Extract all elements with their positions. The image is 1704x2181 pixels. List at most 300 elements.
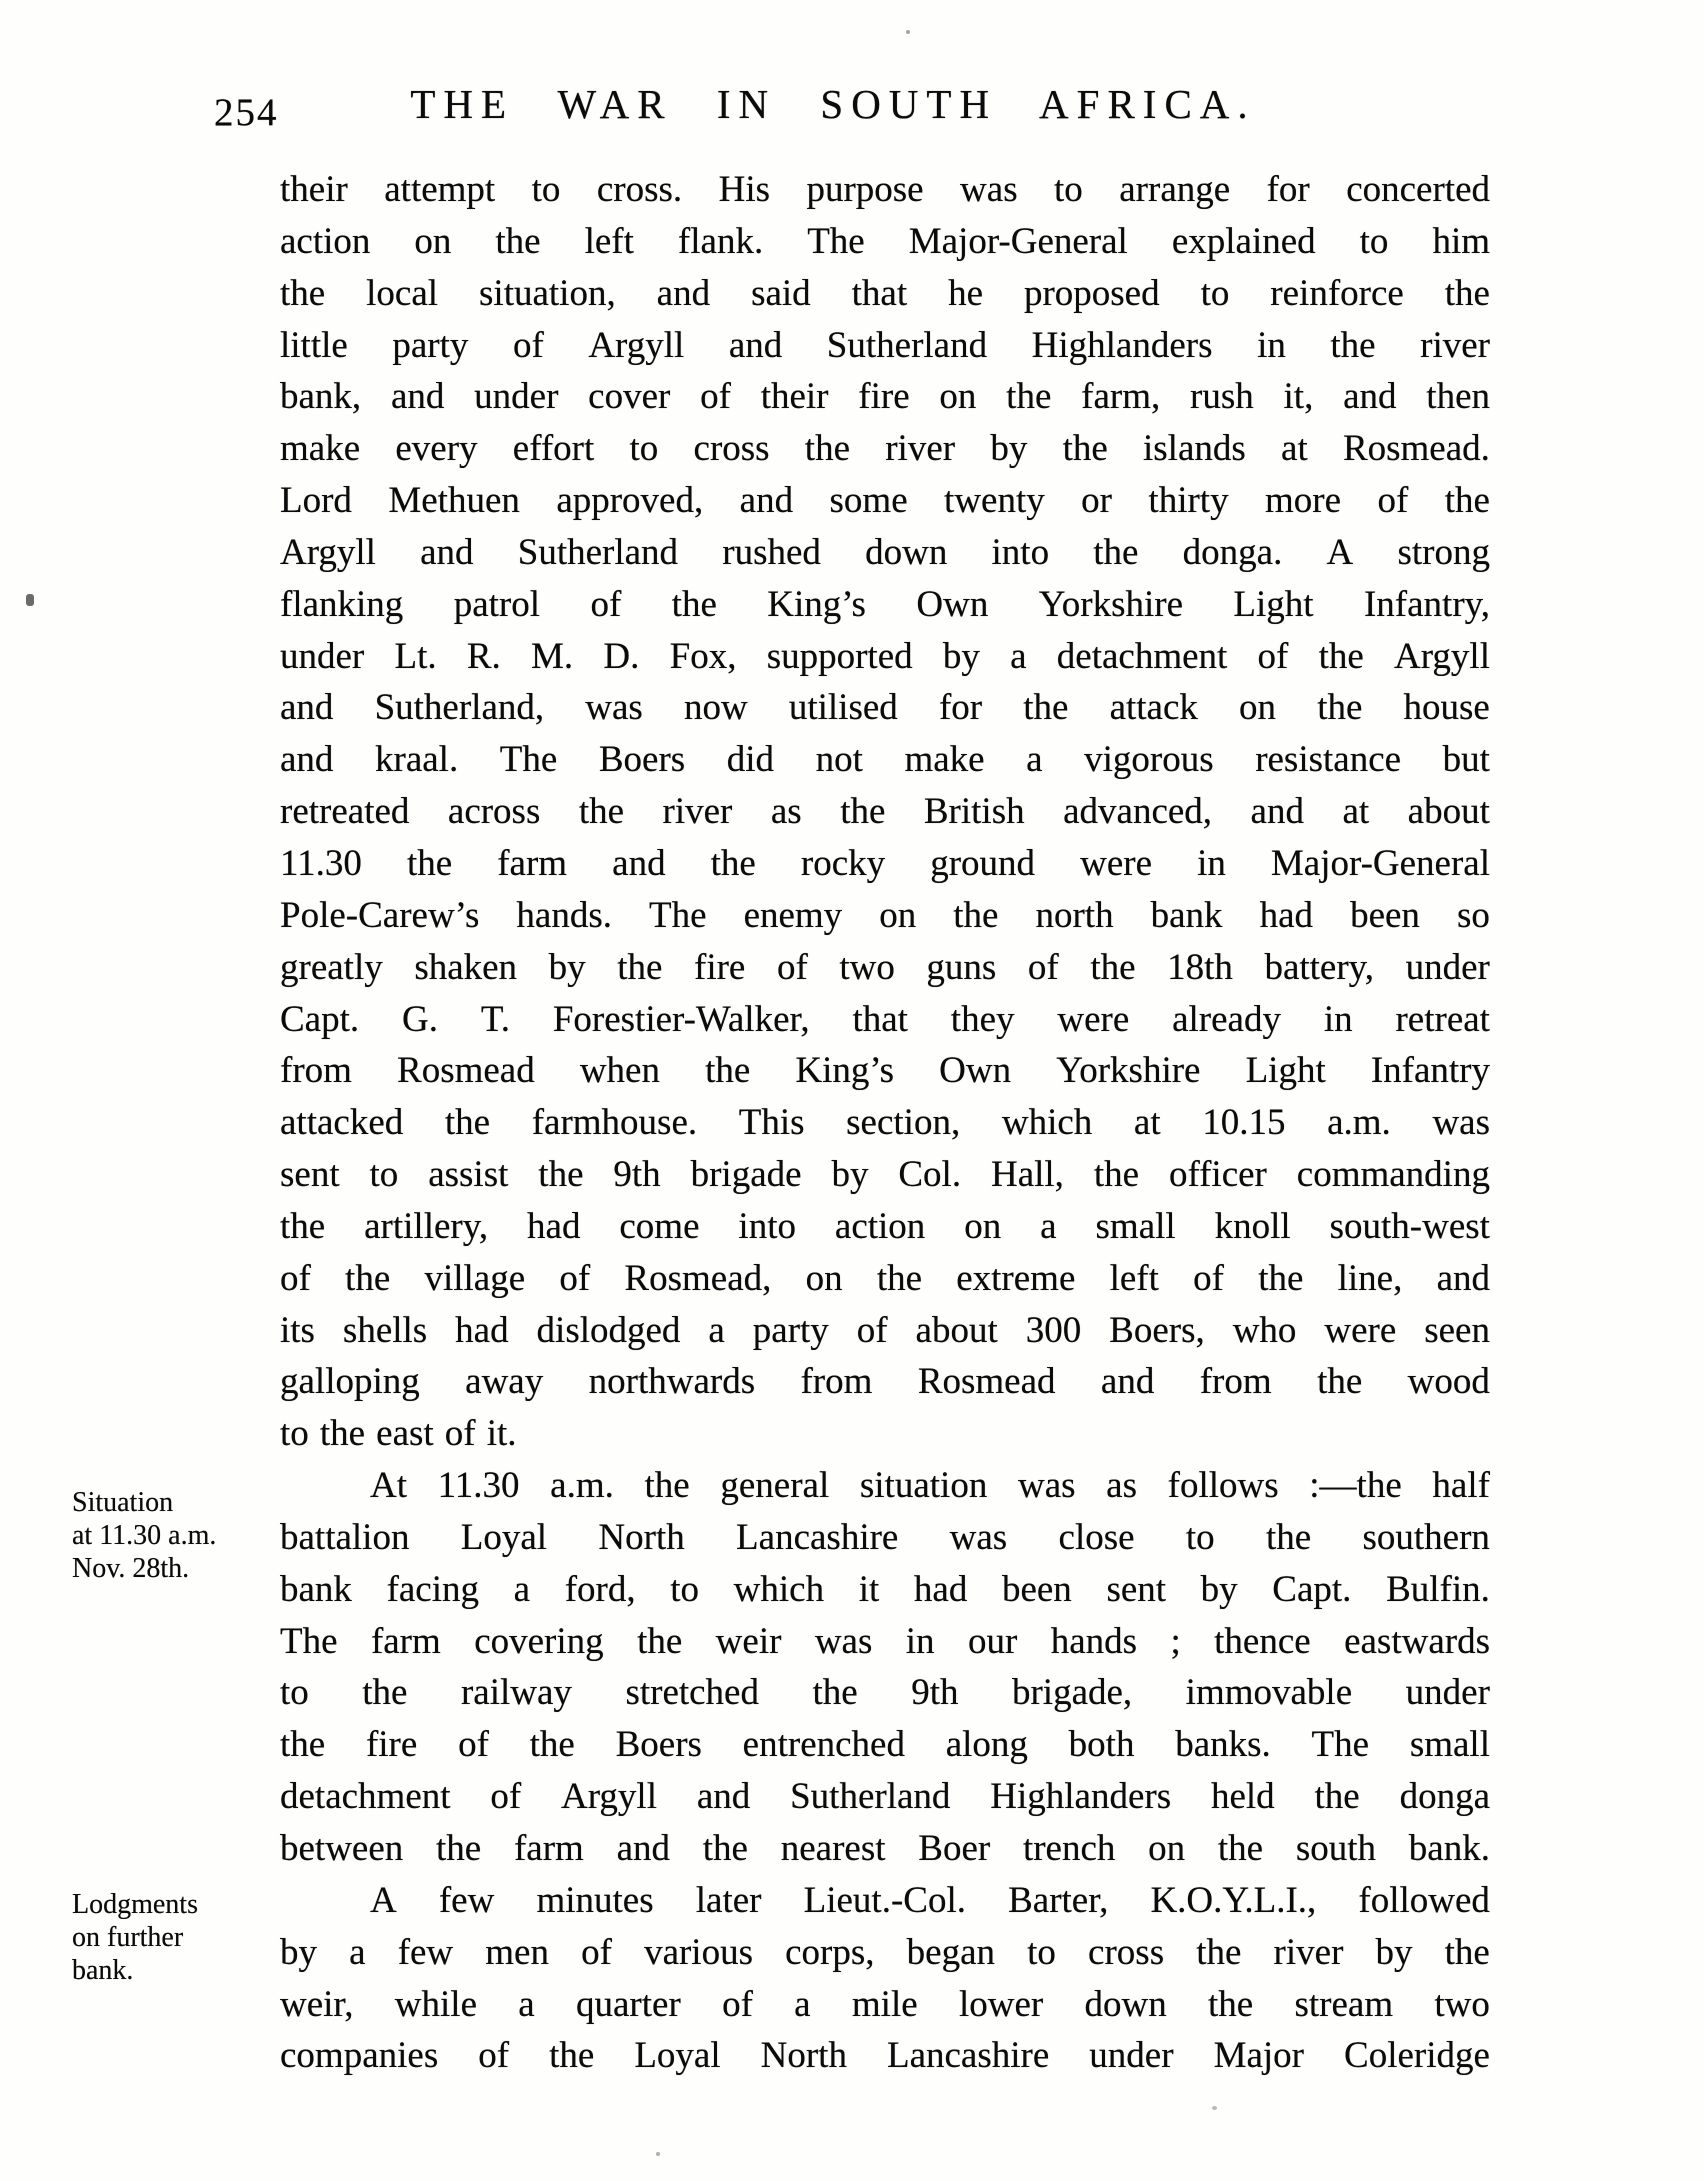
word: weir, [280, 1983, 354, 2025]
word: under [280, 635, 365, 677]
text-line [280, 1305, 1490, 1357]
word: Capt. [280, 998, 360, 1040]
word: him [1432, 220, 1490, 262]
word: party [392, 324, 469, 366]
word: 9th [911, 1672, 959, 1714]
word: of [280, 1257, 311, 1299]
word: the [444, 1102, 491, 1144]
word: corps, [785, 1931, 875, 1973]
word: was [585, 687, 643, 729]
page-title: THE WAR IN SOUTH AFRICA. [410, 81, 1256, 127]
word: battery, [1264, 946, 1375, 988]
word: donga [1399, 1776, 1490, 1818]
word: Highlanders [990, 1776, 1172, 1818]
word: from [800, 1361, 873, 1403]
word: retreated [280, 791, 410, 833]
word: cross [693, 428, 770, 470]
margin-note-line: at 11.30 a.m. [72, 1520, 217, 1551]
word: already [1172, 998, 1281, 1040]
word: had [527, 1205, 581, 1247]
word: wood [1407, 1361, 1490, 1403]
word: between [280, 1828, 404, 1869]
word: situation, [479, 272, 616, 314]
word: farm [497, 842, 568, 884]
word: their [280, 169, 348, 210]
word: the [280, 1724, 326, 1766]
word: K.O.Y.L.I., [1150, 1879, 1317, 1921]
word: while [394, 1983, 477, 2025]
word: local [366, 272, 439, 314]
word: The [649, 894, 707, 936]
word: concerted [1346, 169, 1490, 210]
word: its [280, 1309, 315, 1351]
word: of [559, 1257, 591, 1299]
scan-speck [906, 30, 910, 34]
word: which [733, 1568, 825, 1610]
word: been [1001, 1568, 1072, 1610]
word: along [945, 1724, 1028, 1766]
word: supported [766, 635, 913, 677]
text-line [280, 890, 1490, 942]
text-line [280, 320, 1490, 372]
word: guns [926, 946, 997, 988]
word: in [1257, 324, 1286, 366]
word: did [726, 739, 775, 781]
word: the [1330, 324, 1376, 366]
word: greatly [280, 946, 383, 988]
word: south-west [1329, 1205, 1490, 1247]
word: across [447, 791, 541, 833]
word: as [770, 791, 802, 833]
word: at [1342, 791, 1370, 833]
word: and [728, 324, 783, 366]
word: rushed [722, 531, 821, 573]
text-line [280, 942, 1490, 994]
text-line [280, 1149, 1490, 1201]
word: a [1040, 1205, 1057, 1247]
word: 10.15 [1202, 1102, 1286, 1144]
word: rocky [800, 842, 886, 884]
word: as [1106, 1465, 1137, 1507]
word: mile [851, 1983, 918, 2025]
word: arrange [1119, 169, 1231, 210]
word: the [1444, 272, 1490, 314]
word: sent [280, 1154, 340, 1196]
scan-speck [656, 2152, 660, 2156]
word: Highlanders [1031, 324, 1213, 366]
word: away [465, 1361, 544, 1403]
word: to [1054, 169, 1083, 210]
word: close [1058, 1516, 1135, 1558]
word: Hall, [990, 1154, 1064, 1196]
word: quarter [576, 1983, 681, 2025]
word: bank [280, 1568, 352, 1610]
word: of [700, 376, 731, 418]
word: extreme [956, 1257, 1076, 1299]
word: dislodged [536, 1309, 681, 1351]
word: when [579, 1050, 660, 1092]
word: and [280, 739, 334, 781]
word: into [738, 1205, 796, 1247]
word: a [1010, 635, 1027, 677]
word: the [1062, 428, 1108, 470]
word: party [752, 1309, 829, 1351]
word: the [705, 1050, 751, 1092]
word: the [1258, 1257, 1304, 1299]
word: Argyll [1394, 635, 1490, 677]
word: assist [428, 1154, 509, 1196]
word: the [671, 583, 717, 625]
word: and [739, 480, 794, 522]
word: of [722, 1983, 753, 2025]
word: King’s [767, 583, 866, 625]
word: by [280, 1931, 317, 1973]
word: kraal. [375, 739, 459, 781]
word: Major-General [908, 220, 1128, 262]
word: The [1311, 1724, 1370, 1766]
word: officer [1168, 1154, 1267, 1196]
word: the [1217, 1828, 1264, 1869]
word: the [617, 946, 663, 988]
word: North [598, 1516, 685, 1558]
margin-note-line: Lodgments [72, 1889, 198, 1920]
word: river [662, 791, 733, 833]
word: advanced, [1063, 791, 1213, 833]
word: by [831, 1154, 869, 1196]
text-line [280, 1201, 1490, 1253]
word: said [751, 272, 811, 314]
word: the [840, 791, 886, 833]
word: so [1456, 894, 1490, 936]
word: farm, [1081, 376, 1161, 418]
word: Lord [280, 480, 352, 522]
text-line [280, 1927, 1490, 1979]
word: covering [474, 1620, 604, 1662]
word: 9th [613, 1154, 661, 1196]
word: the [406, 842, 453, 884]
word: of [1257, 635, 1289, 677]
word: Lieut.-Col. [803, 1879, 966, 1921]
word: 300 [1025, 1309, 1082, 1351]
word: shaken [414, 946, 518, 988]
word: twenty [944, 480, 1045, 522]
text-line [280, 1875, 1490, 1927]
text-line [280, 216, 1490, 268]
word: on [964, 1205, 1002, 1247]
word: the [637, 1620, 683, 1662]
word: the [280, 272, 326, 314]
word: the [1317, 1361, 1363, 1403]
word: a [708, 1309, 725, 1351]
word: under [1405, 946, 1490, 988]
word: on [1148, 1828, 1186, 1869]
text-line [280, 1097, 1490, 1149]
word: was [1017, 1465, 1076, 1507]
word: the [345, 1257, 391, 1299]
word: were [1324, 1309, 1397, 1351]
word: Boer [918, 1828, 991, 1869]
text-line [280, 1512, 1490, 1564]
word: detachment [1056, 635, 1228, 677]
word: cover [588, 376, 671, 418]
word: and [420, 531, 474, 573]
word: 18th [1167, 946, 1233, 988]
word: every [395, 428, 478, 470]
word: action [280, 220, 371, 262]
word: down [1084, 1983, 1167, 2025]
word: of [581, 1931, 612, 1973]
word: was [949, 1516, 1008, 1558]
word: some [829, 480, 908, 522]
text-line [280, 527, 1490, 579]
word: the [812, 1672, 858, 1714]
word: British [923, 791, 1025, 833]
word: that [851, 272, 908, 314]
word: and [280, 687, 334, 729]
word: King’s [795, 1050, 895, 1092]
word: galloping [280, 1361, 420, 1403]
word: the [702, 1828, 748, 1869]
word: lower [958, 1983, 1044, 2025]
word: situation [859, 1465, 988, 1507]
word: Lt. [394, 635, 437, 677]
word: Rosmead [917, 1361, 1056, 1403]
word: and [612, 842, 666, 884]
word: the [1023, 687, 1069, 729]
word: bank, [280, 376, 362, 418]
word: The [807, 220, 865, 262]
word: Fox, [669, 635, 737, 677]
word: in [1323, 998, 1353, 1040]
word: and [616, 1828, 671, 1869]
word: the [1444, 1931, 1490, 1973]
word: two [1434, 1983, 1490, 2025]
word: Boers [615, 1724, 702, 1766]
word: that [852, 998, 908, 1040]
word: the [710, 842, 756, 884]
word: south [1295, 1828, 1377, 1869]
word: donga. [1182, 531, 1283, 573]
word: Col. [898, 1154, 962, 1196]
word: cross [1088, 1931, 1165, 1973]
word: A [370, 1879, 397, 1921]
word: Major-General [1270, 842, 1490, 884]
word: attack [1109, 687, 1198, 729]
word: fire [858, 376, 910, 418]
word: and [1250, 791, 1304, 833]
text-line [280, 786, 1490, 838]
word: on [879, 894, 917, 936]
word: to [280, 1413, 309, 1455]
word: D. [603, 635, 640, 677]
word: on [805, 1257, 843, 1299]
word: east [376, 1413, 434, 1455]
word: and [390, 376, 445, 418]
word: attempt [384, 169, 496, 210]
word: but [1442, 739, 1490, 781]
text-line [280, 1460, 1490, 1512]
word: by [942, 635, 980, 677]
word: M. [531, 635, 574, 677]
word: detachment [280, 1776, 451, 1818]
word: the [538, 1154, 584, 1196]
word: were [1057, 998, 1130, 1040]
word: banks. [1175, 1724, 1271, 1766]
word: Argyll [280, 531, 376, 573]
word: by [1375, 1931, 1413, 1973]
text-line [280, 164, 1490, 216]
word: into [991, 531, 1050, 573]
text-line [280, 579, 1490, 631]
word: the [1090, 946, 1136, 988]
word: river [885, 428, 956, 470]
margin-note-situation [72, 1486, 272, 1585]
word: had [1259, 894, 1314, 936]
word: proposed [1023, 272, 1160, 314]
word: ; [1170, 1620, 1181, 1662]
word: of [590, 583, 622, 625]
word: were [1080, 842, 1152, 884]
word: by [990, 428, 1028, 470]
word: retreat [1395, 998, 1490, 1040]
word: various [644, 1931, 753, 1973]
word: The [499, 739, 558, 781]
text-line [280, 631, 1490, 683]
word: Loyal [460, 1516, 548, 1558]
word: enemy [743, 894, 843, 936]
word: southern [1362, 1516, 1490, 1558]
word: to [1359, 220, 1389, 262]
word: Barter, [1008, 1879, 1109, 1921]
word: resistance [1255, 739, 1402, 781]
word: by [1200, 1568, 1238, 1610]
word: Lancashire [736, 1516, 899, 1558]
word: left [1109, 1257, 1159, 1299]
text-line [280, 1771, 1490, 1823]
word: about [915, 1309, 998, 1351]
word: the [644, 1465, 690, 1507]
word: small [1095, 1205, 1176, 1247]
word: to [369, 1154, 399, 1196]
word: to [531, 169, 561, 210]
word: His [718, 169, 771, 210]
word: a [518, 1983, 535, 2025]
word: eastwards [1344, 1620, 1490, 1662]
word: Sutherland [517, 531, 679, 573]
word: more [1265, 480, 1342, 522]
word: under [1405, 1672, 1490, 1714]
word: and [656, 272, 711, 314]
word: Infantry [1370, 1050, 1490, 1092]
word: sent [1106, 1568, 1167, 1610]
word: half [1432, 1465, 1490, 1507]
word: explained [1171, 220, 1316, 262]
word: general [720, 1465, 830, 1507]
word: he [948, 272, 983, 314]
word: hands [1050, 1620, 1138, 1662]
word: rush [1190, 376, 1254, 418]
text-line [280, 1253, 1490, 1305]
word: Rosmead. [1342, 428, 1490, 470]
word: Major [1213, 2035, 1304, 2077]
word: commanding [1296, 1154, 1490, 1196]
word: of [444, 1413, 476, 1455]
word: the [280, 1205, 326, 1247]
word: and [1436, 1257, 1490, 1299]
word: house [1403, 687, 1490, 729]
word: to [629, 428, 659, 470]
word: trench [1022, 1828, 1116, 1869]
word: purpose [806, 169, 924, 210]
word: Sutherland [790, 1776, 951, 1818]
word: not [815, 739, 863, 781]
word: Loyal [634, 2035, 721, 2077]
word: of [1027, 946, 1059, 988]
word: to [280, 1672, 309, 1714]
word: for [1266, 169, 1310, 210]
text-line [280, 1408, 1490, 1460]
word: of [1377, 480, 1409, 522]
text-line [280, 1823, 1490, 1875]
word: it. [486, 1413, 517, 1455]
scan-speck [26, 594, 34, 606]
word: Sutherland [826, 324, 988, 366]
text-line [280, 1356, 1490, 1408]
word: the [362, 1672, 408, 1714]
word: in [1197, 842, 1226, 884]
word: patrol [453, 583, 541, 625]
word: Light [1233, 583, 1314, 625]
word: fire [694, 946, 746, 988]
word: Capt. [1272, 1568, 1352, 1610]
word: under [1089, 2035, 1174, 2077]
word: railway [460, 1672, 572, 1714]
word: :—the [1309, 1465, 1402, 1507]
word: the [578, 791, 625, 833]
word: a [1026, 739, 1043, 781]
word: follows [1167, 1465, 1279, 1507]
word: and [1100, 1361, 1155, 1403]
word: to [670, 1568, 700, 1610]
word: stretched [625, 1672, 759, 1714]
word: the [1207, 1983, 1254, 2025]
word: the [436, 1828, 482, 1869]
text-line [280, 838, 1490, 890]
word: thirty [1148, 480, 1229, 522]
word: ground [930, 842, 1036, 884]
word: the [1318, 635, 1364, 677]
word: from [280, 1050, 352, 1092]
word: the [1265, 1516, 1312, 1558]
word: their [760, 376, 829, 418]
word: ford, [564, 1568, 636, 1610]
word: river [1420, 324, 1490, 366]
word: Infantry, [1363, 583, 1490, 625]
word: of [490, 1776, 522, 1818]
word: brigade, [1011, 1672, 1133, 1714]
word: This [738, 1102, 805, 1144]
word: Sutherland, [374, 687, 545, 729]
word: a.m. [550, 1465, 614, 1507]
word: the [529, 1724, 575, 1766]
word: small [1409, 1724, 1490, 1766]
text-line [280, 994, 1490, 1046]
word: farm [513, 1828, 584, 1869]
word: bank [1150, 894, 1223, 936]
word: to [1185, 1516, 1215, 1558]
word: was [1432, 1102, 1490, 1144]
word: effort [512, 428, 595, 470]
